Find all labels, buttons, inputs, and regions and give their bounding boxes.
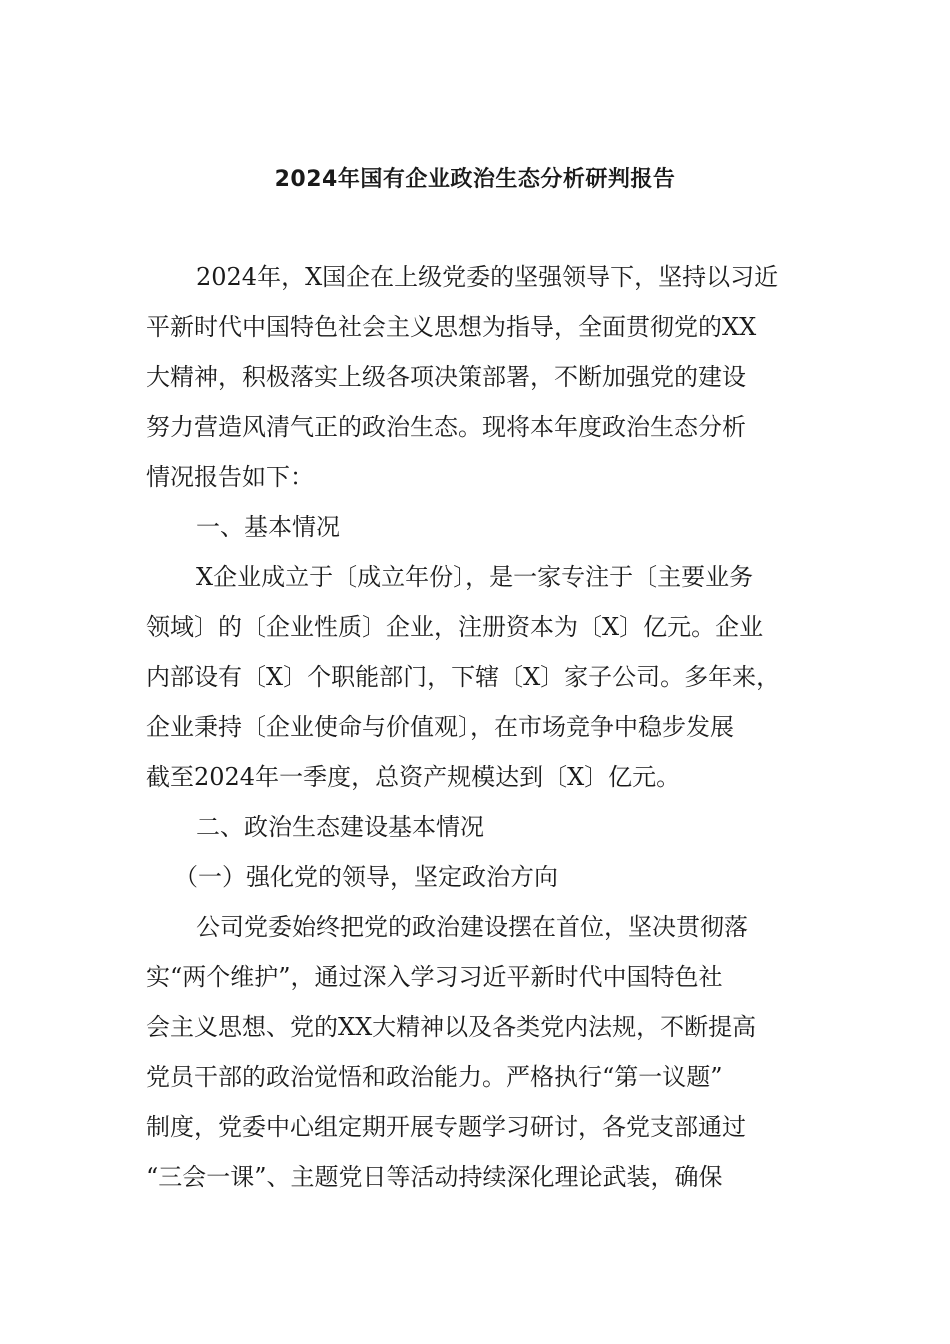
paragraph-line: 领域〕的〔企业性质〕企业，注册资本为〔X〕亿元。企业 — [146, 613, 764, 641]
subsection-heading: （一）强化党的领导，坚定政治方向 — [174, 863, 558, 891]
paragraph-line: 党员干部的政治觉悟和政治能力。严格执行“第一议题” — [146, 1063, 723, 1091]
paragraph-line: 内部设有〔X〕个职能部门，下辖〔X〕家子公司。多年来， — [146, 663, 781, 691]
section-heading: 二、政治生态建设基本情况 — [196, 813, 484, 841]
section-heading: 一、基本情况 — [196, 513, 340, 541]
document-title: 2024年国有企业政治生态分析研判报告 — [274, 167, 676, 192]
paragraph-line: 实“两个维护”，通过深入学习习近平新时代中国特色社 — [146, 963, 723, 991]
paragraph-line: 企业秉持〔企业使命与价值观〕，在市场竞争中稳步发展 — [146, 713, 734, 741]
paragraph-line: “三会一课”、主题党日等活动持续深化理论武装，确保 — [146, 1163, 723, 1191]
paragraph-line: 努力营造风清气正的政治生态。现将本年度政治生态分析 — [146, 413, 746, 441]
paragraph-line: 情况报告如下： — [146, 463, 314, 491]
paragraph-line: 制度，党委中心组定期开展专题学习研讨，各党支部通过 — [146, 1113, 746, 1141]
paragraph-line: 2024年，X国企在上级党委的坚强领导下，坚持以习近 — [196, 263, 779, 291]
paragraph-line: 截至2024年一季度，总资产规模达到〔X〕亿元。 — [146, 763, 681, 791]
document-body — [146, 252, 810, 1202]
paragraph-line: X企业成立于〔成立年份〕，是一家专注于〔主要业务 — [196, 563, 754, 591]
paragraph-line: 平新时代中国特色社会主义思想为指导，全面贯彻党的XX — [146, 313, 757, 341]
paragraph-line: 会主义思想、党的XX大精神以及各类党内法规，不断提高 — [146, 1013, 757, 1041]
paragraph-line: 公司党委始终把党的政治建设摆在首位，坚决贯彻落 — [196, 913, 748, 941]
paragraph-line: 大精神，积极落实上级各项决策部署，不断加强党的建设 — [146, 363, 746, 391]
